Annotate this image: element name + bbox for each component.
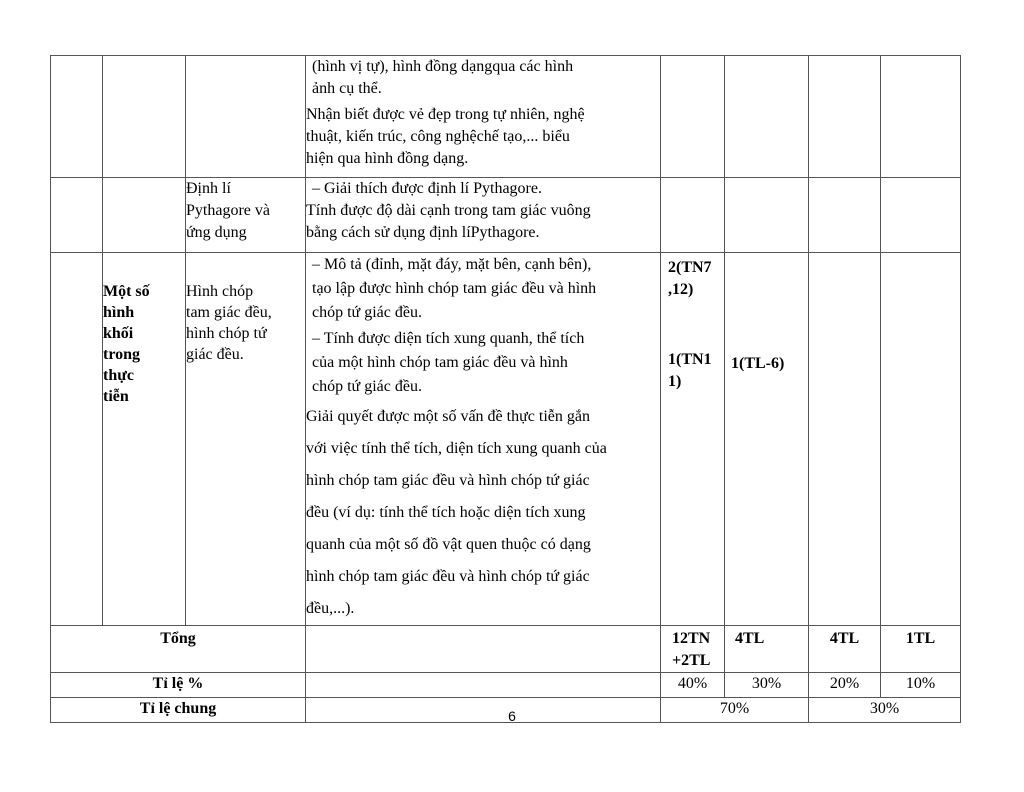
content-line: Tính được độ dài cạnh trong tam giác vuông [306, 202, 591, 219]
content-line: hình chóp tam giác đều và hình chóp tứ giác [306, 472, 590, 489]
nb-ref: 1) [668, 373, 682, 390]
content-line: – Mô tả (đỉnh, mặt đáy, mặt bên, cạnh bên), [312, 256, 592, 273]
nb-ref: 2(TN7 [668, 259, 712, 276]
content-line: đều,...). [306, 600, 355, 617]
content-line: thuật, kiến trúc, công nghệchế tạo,... biểu [306, 128, 570, 145]
unit-line: Hình chóp [186, 283, 254, 300]
th-ref: 1(TL-6) [731, 355, 785, 372]
th-cell [725, 56, 809, 178]
content-line: (hình vị tự), hình đồng dạngqua các hình [312, 58, 574, 75]
content-line: ảnh cụ thể. [312, 80, 382, 97]
ratio-th: 30% [725, 673, 809, 698]
unit-line: ứng dụng [186, 224, 247, 241]
ratio-vd: 20% [809, 673, 881, 698]
unit-line: Pythagore và [186, 202, 270, 219]
content-cell [306, 673, 661, 698]
topic-line: khối [103, 325, 134, 342]
content-line: đều (ví dụ: tính thể tích hoặc diện tích xung [306, 504, 586, 521]
topic-cell [103, 56, 186, 178]
totals-vd: 4TL [809, 626, 881, 673]
ratio-label: Tỉ lệ % [51, 673, 306, 698]
topic-line: Một số [103, 283, 150, 300]
content-line: quanh của một số đồ vật quen thuộc có dạng [306, 536, 591, 553]
unit-cell [186, 56, 306, 178]
stt-cell [51, 56, 103, 178]
content-line: chóp tứ giác đều. [312, 304, 422, 321]
topic-cell [103, 253, 186, 626]
unit-line: giác đều. [186, 346, 244, 363]
topic-line: thực [103, 367, 134, 384]
content-cell [306, 178, 661, 253]
totals-row [51, 626, 961, 673]
vdc-cell [881, 178, 961, 253]
nb-cell [661, 253, 725, 626]
common-ratio-right: 30% [809, 698, 961, 723]
totals-nb-line: +2TL [672, 652, 711, 669]
topic-cell [103, 178, 186, 253]
content-line: Giải quyết được một số vấn đề thực tiễn gắn [306, 408, 590, 425]
content-line: – Tính được diện tích xung quanh, thể tích [312, 330, 585, 347]
content-cell [306, 626, 661, 673]
content-line: của một hình chóp tam giác đều và hình [312, 354, 568, 371]
totals-label: Tổng [51, 626, 306, 673]
stt-cell [51, 253, 103, 626]
ratio-vdc: 10% [881, 673, 961, 698]
ratio-row [51, 673, 961, 698]
content-line: bằng cách sử dụng định líPythagore. [306, 224, 540, 241]
content-cell [306, 56, 661, 178]
content-line: Nhận biết được vẻ đẹp trong tự nhiên, nghệ [306, 106, 585, 123]
common-ratio-label: Tỉ lệ chung [51, 698, 306, 723]
nb-ref: ,12) [668, 281, 694, 298]
table-row [51, 56, 961, 178]
ratio-nb: 40% [661, 673, 725, 698]
stt-cell [51, 178, 103, 253]
topic-line: hình [103, 304, 135, 321]
content-line: với việc tính thể tích, diện tích xung quanh của [306, 440, 607, 457]
vdc-cell [881, 253, 961, 626]
common-ratio-left: 70% [661, 698, 809, 723]
table-row [51, 253, 961, 626]
nb-ref: 1(TN1 [668, 351, 712, 368]
content-line: chóp tứ giác đều. [312, 378, 422, 395]
content-cell [306, 253, 661, 626]
nb-cell [661, 56, 725, 178]
totals-vdc: 1TL [881, 626, 961, 673]
totals-th: 4TL [725, 626, 809, 673]
th-cell [725, 253, 809, 626]
table-row [51, 178, 961, 253]
vd-cell [809, 56, 881, 178]
assessment-matrix-table [50, 55, 961, 723]
content-line: tạo lập được hình chóp tam giác đều và hình [312, 280, 597, 297]
vdc-cell [881, 56, 961, 178]
topic-line: trong [103, 346, 141, 363]
unit-line: Định lí [186, 180, 231, 197]
unit-line: hình chóp tứ [186, 325, 267, 342]
content-line: hiện qua hình đồng dạng. [306, 150, 469, 167]
totals-nb [661, 626, 725, 673]
vd-cell [809, 178, 881, 253]
unit-line: tam giác đều, [186, 304, 272, 321]
nb-cell [661, 178, 725, 253]
th-cell [725, 178, 809, 253]
topic-line: tiễn [103, 388, 129, 405]
page-number: 6 [508, 708, 516, 724]
content-line: hình chóp tam giác đều và hình chóp tứ giác [306, 568, 590, 585]
content-line: – Giải thích được định lí Pythagore. [312, 180, 542, 197]
vd-cell [809, 253, 881, 626]
unit-cell [186, 178, 306, 253]
totals-nb-line: 12TN [672, 630, 711, 647]
unit-cell [186, 253, 306, 626]
